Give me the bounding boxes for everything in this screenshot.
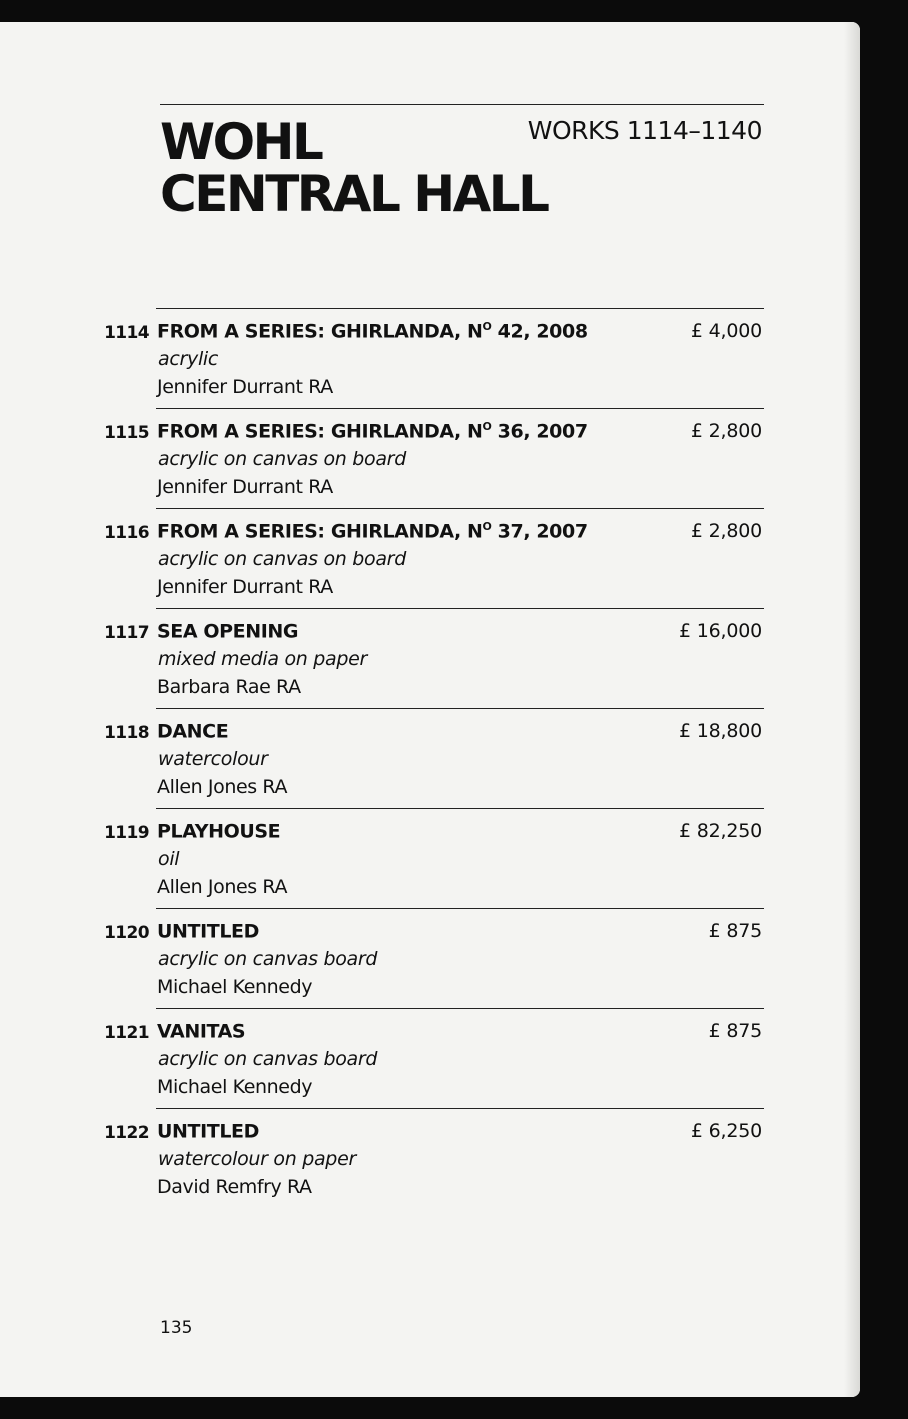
header-rule <box>160 104 764 105</box>
entry-price: £ 82,250 <box>678 820 762 842</box>
entry-artist: Jennifer Durrant RA <box>157 476 333 498</box>
entry-medium: acrylic on canvas board <box>158 948 378 970</box>
entry-1121 <box>100 1008 764 1108</box>
entry-1122 <box>100 1108 764 1208</box>
entry-title: SEA OPENING <box>157 620 299 643</box>
entry-artist: Jennifer Durrant RA <box>157 576 333 598</box>
entry-medium: acrylic on canvas on board <box>158 548 406 570</box>
title-line-2: CENTRAL HALL <box>160 165 548 223</box>
entry-number: 1117 <box>104 623 149 643</box>
entry-number: 1121 <box>104 1023 149 1043</box>
entry-price: £ 4,000 <box>690 320 762 342</box>
entry-1114 <box>100 308 764 408</box>
entry-rule <box>156 708 764 709</box>
page-title <box>160 113 548 223</box>
entry-rule <box>156 608 764 609</box>
entry-medium: acrylic <box>158 348 219 370</box>
entry-artist: Barbara Rae RA <box>157 676 301 698</box>
entry-number: 1116 <box>104 523 149 543</box>
entry-rule <box>156 508 764 509</box>
entry-price: £ 16,000 <box>678 620 762 642</box>
entry-number: 1120 <box>104 923 149 943</box>
entry-artist: Jennifer Durrant RA <box>157 376 333 398</box>
entry-medium: oil <box>158 848 180 870</box>
entry-rule <box>156 908 764 909</box>
entry-1116 <box>100 508 764 608</box>
entry-price: £ 6,250 <box>690 1120 762 1142</box>
entry-number: 1115 <box>104 423 149 443</box>
entry-number: 1119 <box>104 823 149 843</box>
entry-title: FROM A SERIES: GHIRLANDA, $N^O$ 42, 2008 <box>157 320 588 343</box>
entry-artist: Allen Jones RA <box>157 776 288 798</box>
entry-title: PLAYHOUSE <box>157 820 281 843</box>
entry-1118 <box>100 708 764 808</box>
entry-1119 <box>100 808 764 908</box>
entry-number: 1122 <box>104 1123 149 1143</box>
entry-price: £ 875 <box>708 1020 762 1042</box>
entry-number: 1118 <box>104 723 149 743</box>
entry-rule <box>156 808 764 809</box>
entry-rule <box>156 308 764 309</box>
entry-1115 <box>100 408 764 508</box>
entry-artist: Michael Kennedy <box>157 1076 313 1098</box>
entry-title: FROM A SERIES: GHIRLANDA, $N^O$ 37, 2007 <box>157 520 588 543</box>
entry-number: 1114 <box>104 323 149 343</box>
entry-medium: watercolour <box>158 748 268 770</box>
entry-medium: watercolour on paper <box>158 1148 356 1170</box>
entry-price: £ 2,800 <box>690 520 762 542</box>
entry-title: FROM A SERIES: GHIRLANDA, $N^O$ 36, 2007 <box>157 420 588 443</box>
entry-medium: mixed media on paper <box>158 648 368 670</box>
entry-rule <box>156 1108 764 1109</box>
entry-artist: Allen Jones RA <box>157 876 288 898</box>
entry-1117 <box>100 608 764 708</box>
works-range: WORKS 1114–1140 <box>527 116 762 145</box>
entry-rule <box>156 1008 764 1009</box>
page-edge <box>844 22 860 1397</box>
entry-price: £ 2,800 <box>690 420 762 442</box>
entry-1120 <box>100 908 764 1008</box>
entry-title: DANCE <box>157 720 229 743</box>
entry-medium: acrylic on canvas board <box>158 1048 378 1070</box>
entry-title: UNTITLED <box>157 1120 259 1143</box>
title-line-1: WOHL <box>160 113 322 171</box>
entry-price: £ 18,800 <box>678 720 762 742</box>
page-number: 135 <box>160 1318 193 1338</box>
entry-artist: Michael Kennedy <box>157 976 313 998</box>
entry-rule <box>156 408 764 409</box>
entry-medium: acrylic on canvas on board <box>158 448 406 470</box>
entry-title: UNTITLED <box>157 920 259 943</box>
entry-artist: David Remfry RA <box>157 1176 312 1198</box>
entry-title: VANITAS <box>157 1020 246 1043</box>
entry-price: £ 875 <box>708 920 762 942</box>
